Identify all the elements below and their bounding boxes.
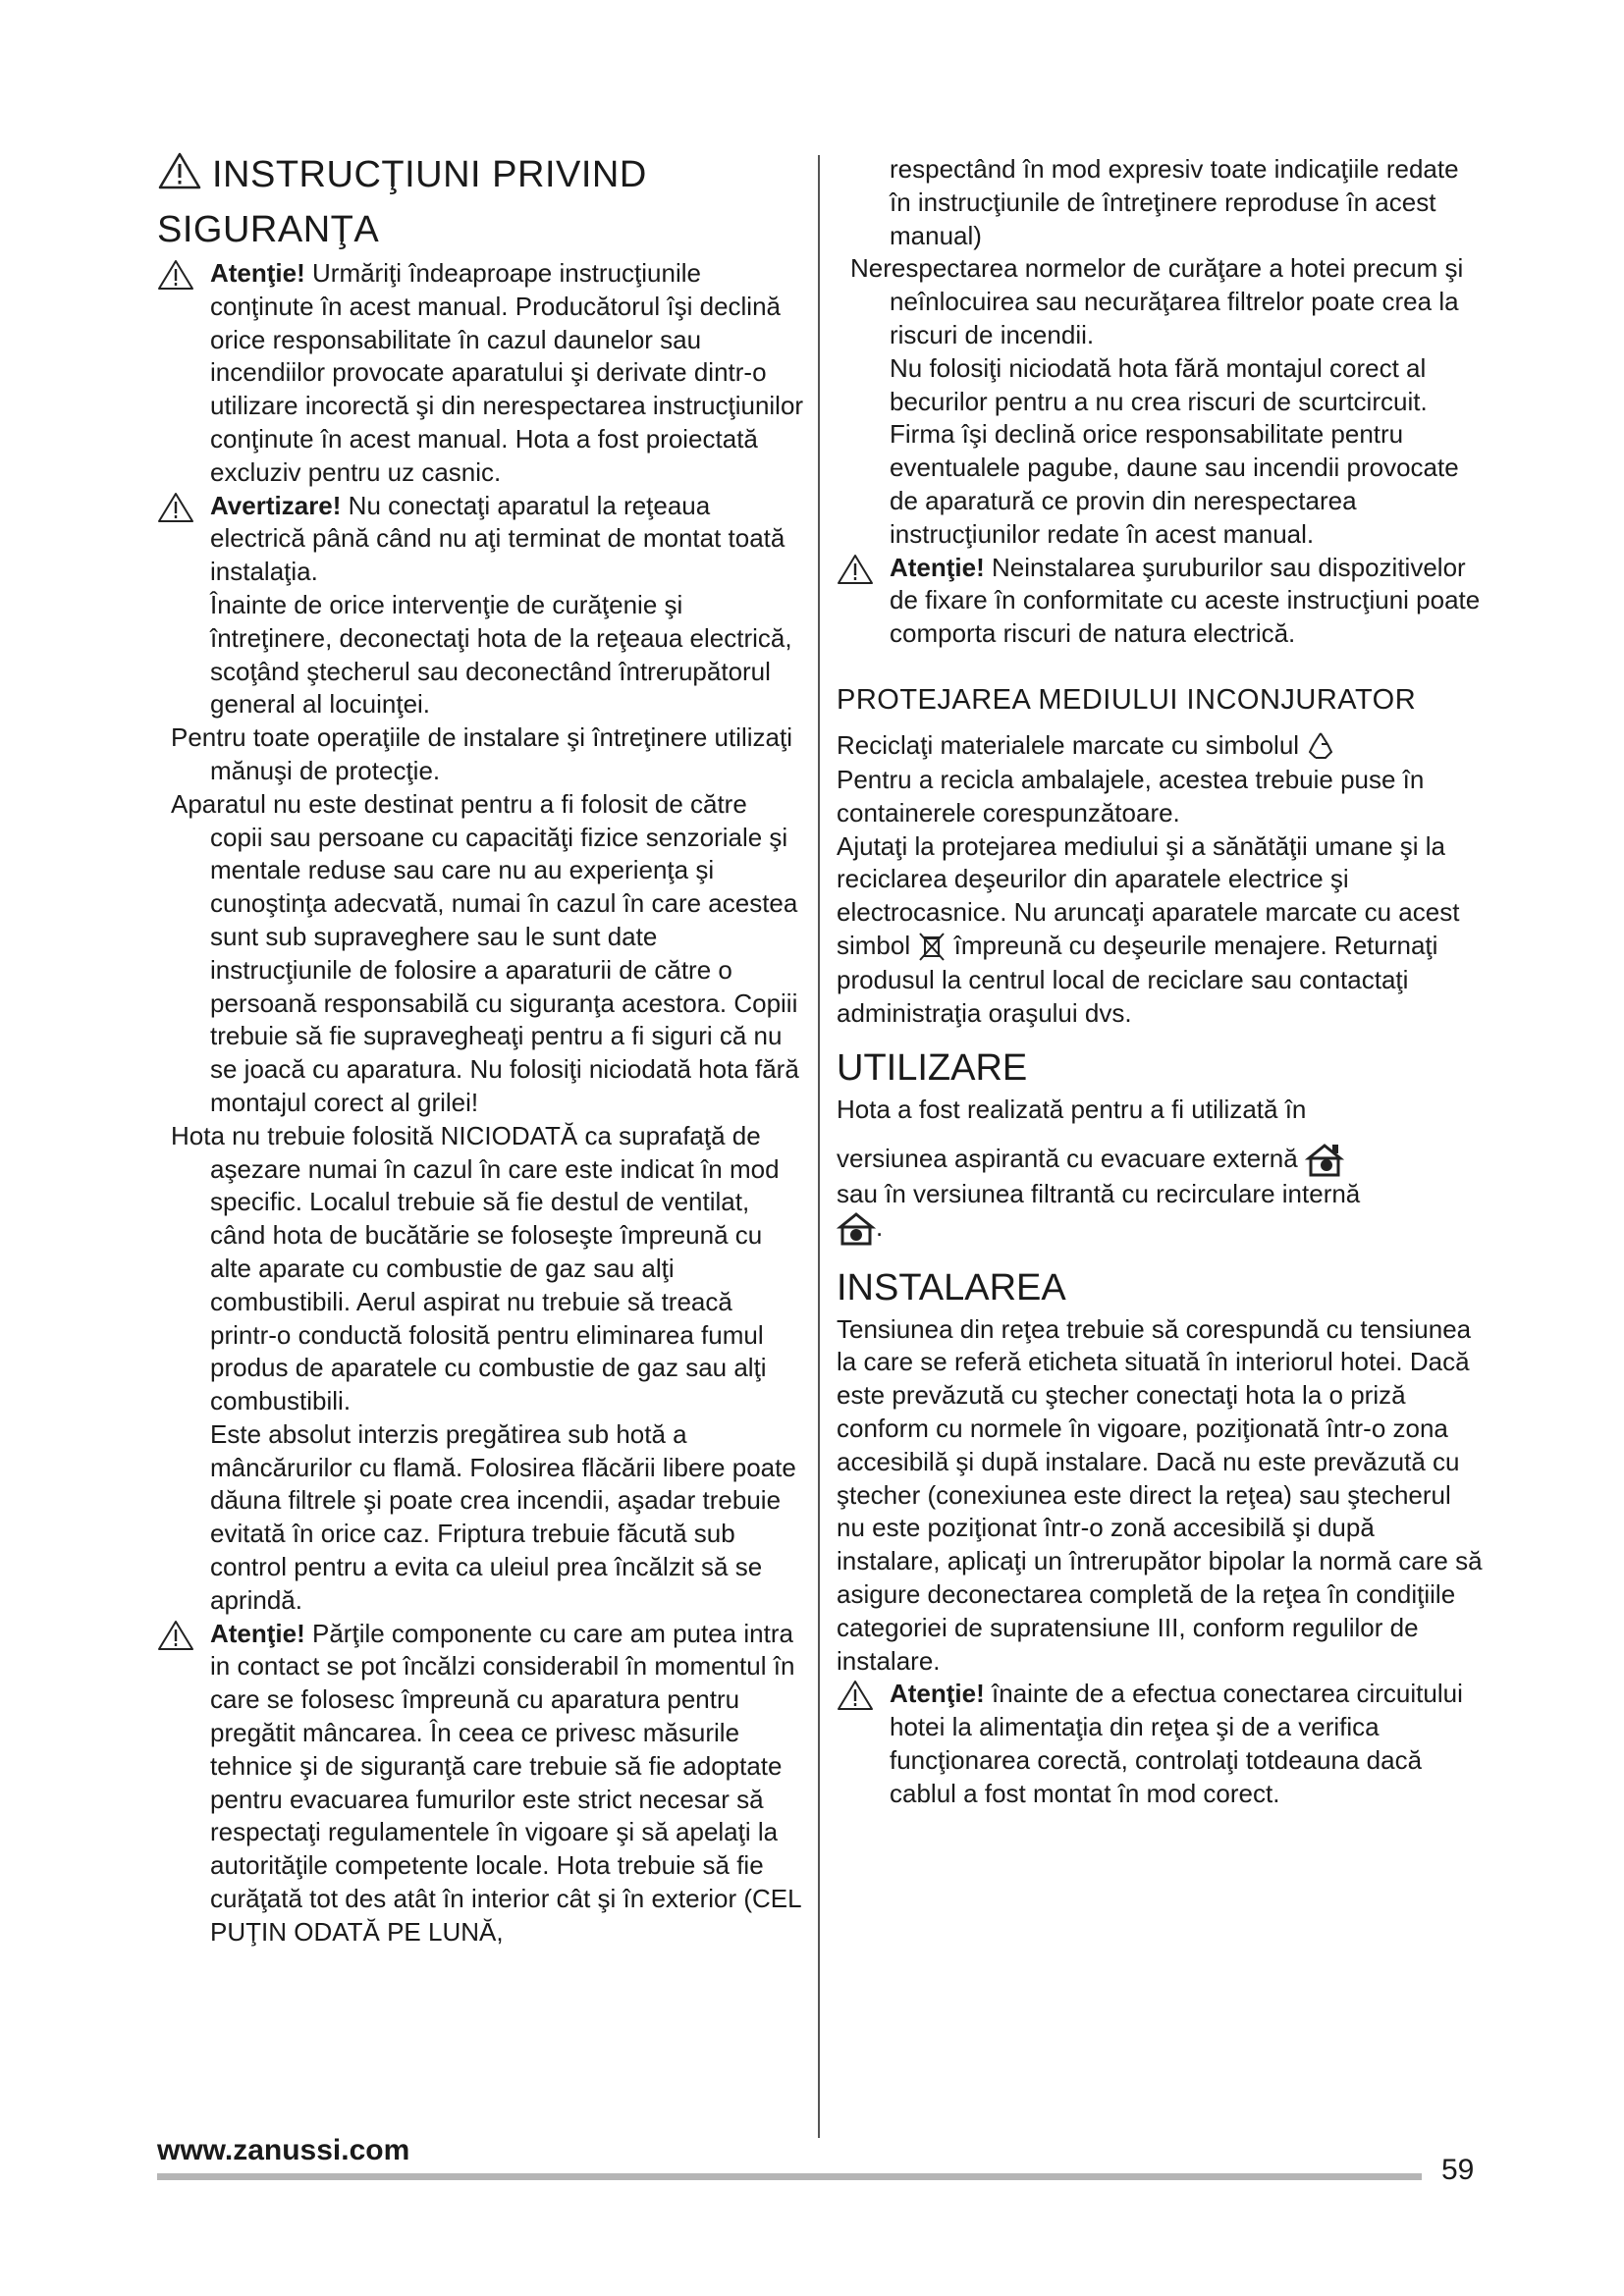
paragraph-interzis: Este absolut interzis pregătirea sub hotă a mâncărurilor cu flamă. Folosirea flăcării libere poate dăuna filtrele şi poate crea incendii, aşadar trebuie evitată în orice caz. Friptura trebuie făcută sub control pentru a evita ca uleiul prea încălzit să se aprindă. [210, 1418, 796, 1615]
warning-label: Atenţie! [890, 552, 985, 582]
warning-attention-4 [837, 552, 1485, 651]
external-exhaust-icon [1305, 1143, 1344, 1178]
safety-heading [157, 147, 805, 257]
usage-paragraph [837, 1094, 1485, 1247]
paragraph-continuation: respectând în mod expresiv toate indicaţiile redate în instrucţiunile de întreţinere reproduse în acest manual) [890, 154, 1459, 250]
warning-triangle-icon [157, 151, 202, 190]
environment-text-c: Ajutaţi la protejarea mediului şi a sănătăţii umane şi la reciclarea deşeurilor din aparatele electrice şi electrocasnice. Nu aruncaţi aparatele marcate cu acest simbol [837, 830, 1460, 961]
warning-label: Atenţie! [210, 1618, 305, 1648]
warning-text: Nu conectaţi aparatul la reţeaua electrică până când nu aţi terminat de montat toată instalaţia. [210, 490, 785, 587]
page-number: 59 [1441, 2154, 1475, 2186]
environment-heading: PROTEJAREA MEDIULUI INCONJURATOR [837, 683, 1417, 716]
warning-triangle-icon [837, 554, 874, 585]
paragraph-hota: Hota nu trebuie folosită NICIODATĂ ca suprafaţă de aşezare numai în cazul în care este indicat în mod specific. Localul trebuie să fie destul de ventilat, când hota de bucătărie se foloseşte împreună cu alte aparate cu combustie de gaz sau alţi combustibili. Aerul aspirat nu trebuie să treacă printr-o conductă folosită pentru eliminarea fumul produs de aparatele cu combustie de gaz sau alţi combustibili. [171, 1120, 780, 1416]
warning-text: Părţile componente cu care am putea intra in contact se pot încălzi considerabil în momentul în care se folosesc împreună cu aparatura pentru pregătit mâncarea. În ceea ce privesc măsurile tehnice şi de siguranţă care trebuie să fie adoptate pentru evacuarea fumurilor este strict necesar să respectaţi regulamentele în vigoare şi să apelaţi la autorităţile competente locale. Hota trebuie să fie curăţată tot des atât în interior cât şi în exterior (CEL PUŢIN ODATĂ PE LUNĂ, [210, 1618, 801, 1947]
usage-text-4: . [876, 1211, 884, 1242]
warning-triangle-icon [157, 1620, 194, 1651]
paragraph-manusi: Pentru toate operaţiile de instalare şi întreţinere utilizaţi mănuşi de protecţie. [171, 722, 793, 785]
warning-text: Neinstalarea şuruburilor sau dispozitivelor de fixare în conformitate cu aceste instrucţiuni poate comporta riscuri de natura electrică. [890, 552, 1481, 649]
left-column [157, 147, 805, 1949]
warning-label: Atenţie! [210, 258, 305, 288]
paragraph-nerespectare: Nerespectarea normelor de curăţare a hotei precum şi neînlocuirea sau necurăţarea filtrelor poate crea la riscuri de incendii. [850, 253, 1464, 349]
safety-heading-line2: SIGURANŢA [157, 209, 380, 250]
environment-paragraph-2 [837, 830, 1485, 1031]
warning-label: Avertizare! [210, 490, 342, 520]
paragraph-interventie: Înainte de orice intervenţie de curăţenie şi întreţinere, deconectaţi hota de la reţeaua electrică, scoţând ştecherul sau deconectând întrerupătorul general al locuinţei. [210, 589, 792, 720]
environment-paragraph-1 [837, 729, 1485, 830]
safety-heading-line1: INSTRUCŢIUNI PRIVIND [212, 154, 647, 195]
right-column [837, 153, 1485, 1811]
warning-triangle-icon [837, 1680, 874, 1711]
usage-text-2: versiunea aspirantă cu evacuare externă [837, 1143, 1298, 1173]
warning-attention-3 [157, 1618, 805, 1949]
warning-avertizare [157, 490, 805, 589]
warning-triangle-icon [157, 492, 194, 523]
installation-heading: INSTALAREA [837, 1266, 1066, 1308]
footer-rule [157, 2173, 1422, 2180]
usage-heading: UTILIZARE [837, 1046, 1028, 1089]
internal-recirculation-icon [837, 1211, 876, 1247]
usage-text-3: sau în versiunea filtrantă cu recirculare internă [837, 1178, 1361, 1208]
warning-text: Urmăriţi îndeaproape instrucţiunile conţinute în acest manual. Producătorul îşi declină orice responsabilitate în cazul daunelor sau incendiilor provocate aparatului şi derivate dintr-o utilizare incorectă şi din nerespectarea instrucţiunilor conţinute în acest manual. Hota a fost proiectată excluziv pentru uz casnic. [210, 258, 804, 487]
installation-paragraph: Tensiunea din reţea trebuie să corespundă cu tensiunea la care se referă eticheta situată în interiorul hotei. Dacă este prevăzută cu ştecher conectaţi hota la o priză conform cu normele în vigoare, poziţionată într-o zona accesibilă şi după instalare. Dacă nu este prevăzută cu ştecher (conexiunea este direct la reţea) sau ştecherul nu este poziţionat într-o zonă accesibilă şi după instalare, aplicaţi un întrerupător bipolar la normă care să asigure deconectarea completă de la reţea în condiţiile categoriei de supratensiune III, conform regulilor de instalare. [837, 1313, 1483, 1676]
warning-triangle-icon [157, 259, 194, 291]
environment-text-a: Reciclaţi materialele marcate cu simbolul [837, 729, 1300, 760]
paragraph-copii: Aparatul nu este destinat pentru a fi folosit de către copii sau persoane cu capacităţi fizice senzoriale şi mentale reduse sau care nu au experienţa şi cunoştinţa adecvată, numai în cazul în care acestea sunt sub supraveghere sau le sunt date instrucţiunile de folosire a aparaturii de către o persoană responsabilă cu siguranţa acestora. Copiii trebuie să fie supravegheaţi pentru a fi siguri că nu se joacă cu aparatura. Nu folosiţi niciodată hota fără montajul corect al grilei! [171, 788, 799, 1117]
usage-text-1: Hota a fost realizată pentru a fi utilizată în [837, 1094, 1307, 1124]
environment-text-d: împreună cu deşeurile menajere. Returnaţi produsul la centrul local de reciclare sau contactaţi administraţia oraşului dvs. [837, 931, 1438, 1028]
warning-attention-5 [837, 1678, 1485, 1810]
warning-attention-1 [157, 257, 805, 490]
warning-label: Atenţie! [890, 1679, 985, 1709]
paragraph-nu-folositi: Nu folosiţi niciodată hota fără montajul corect al becurilor pentru a nu crea riscuri de scurtcircuit. Firma îşi declină orice responsabilitate pentru eventualele pagube, daune sau incendii provocate de aparatură ce provin din nerespectarea instrucţiunilor redate în acest manual. [890, 352, 1459, 549]
crossed-bin-icon [917, 931, 947, 964]
warning-text: înainte de a efectua conectarea circuitului hotei la alimentaţia din reţea şi de a verifica funcţionarea corectă, controlaţi totdeauna dacă cablul a fost montat în mod corect. [890, 1679, 1463, 1808]
footer-website-link[interactable]: www.zanussi.com [157, 2134, 410, 2166]
recycle-icon [1306, 730, 1335, 764]
column-divider [818, 155, 820, 2138]
environment-text-b: Pentru a recicla ambalajele, acestea trebuie puse în containerele corespunzătoare. [837, 765, 1425, 828]
